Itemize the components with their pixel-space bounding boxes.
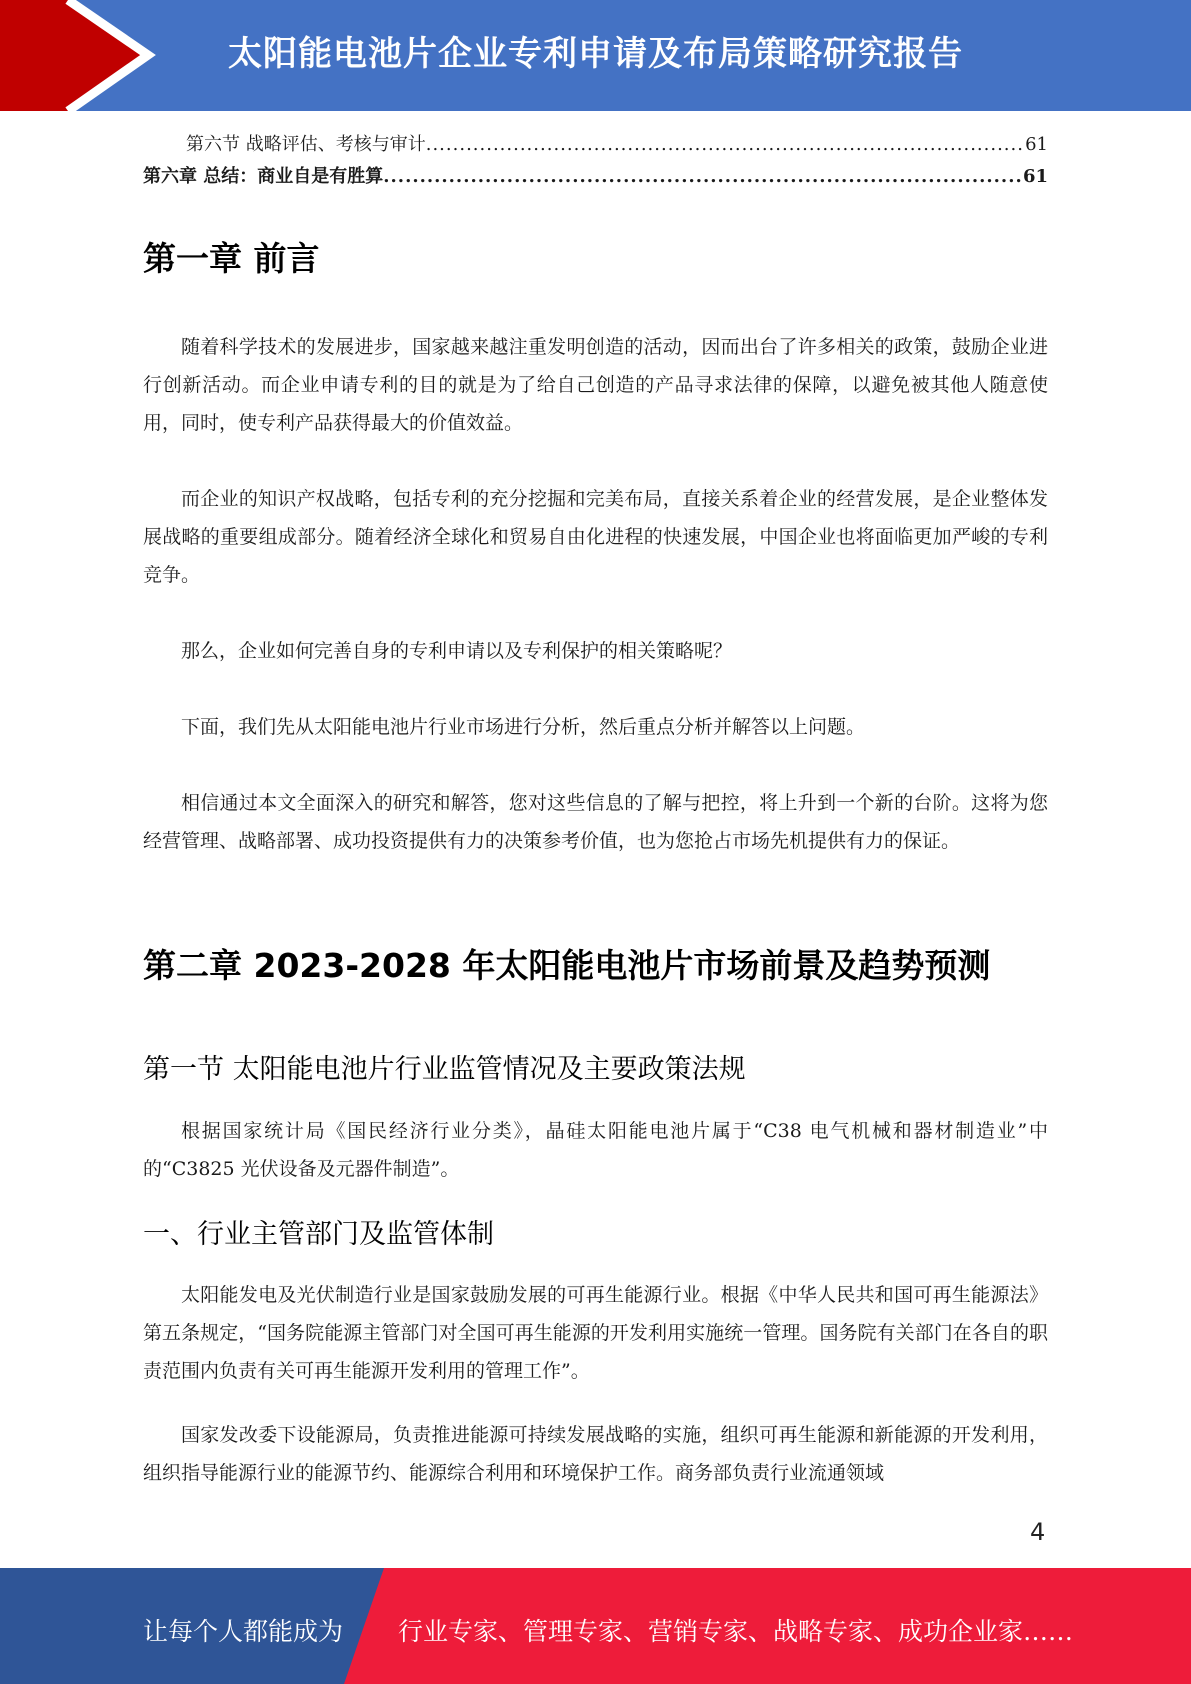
chapter2-heading: 第二章 2023-2028 年太阳能电池片市场前景及趋势预测 xyxy=(143,946,991,985)
footer-banner xyxy=(0,1568,1191,1684)
chapter1-paragraph-2: 而企业的知识产权战略，包括专利的充分挖掘和完美布局，直接关系着企业的经营发展，是企业整体发展战略的重要组成部分。随着经济全球化和贸易自由化进程的快速发展，中国企业也将面临更加严峻的专利竞争。 xyxy=(143,488,1048,586)
toc-entry-label: 第六章 总结：商业自是有胜算 xyxy=(143,166,384,187)
footer-slogan-left: 让每个人都能成为 xyxy=(143,1617,344,1646)
section1-heading: 第一节 太阳能电池片行业监管情况及主要政策法规 xyxy=(143,1054,746,1085)
subsection1-paragraph-2: 国家发改委下设能源局，负责推进能源可持续发展战略的实施，组织可再生能源和新能源的开发利用，组织指导能源行业的能源节约、能源综合利用和环境保护工作。商务部负责行业流通领域 xyxy=(143,1424,1048,1484)
chapter1-paragraph-4: 下面，我们先从太阳能电池片行业市场进行分析，然后重点分析并解答以上问题。 xyxy=(181,716,866,738)
subsection1-heading: 一、行业主管部门及监管体制 xyxy=(143,1219,494,1250)
section1-paragraph: 根据国家统计局《国民经济行业分类》，晶硅太阳能电池片属于“C38 电气机械和器材制造业”中的“C3825 光伏设备及元器件制造”。 xyxy=(143,1120,1048,1180)
page-number: 4 xyxy=(1030,1518,1046,1546)
chapter1-paragraph-3: 那么，企业如何完善自身的专利申请以及专利保护的相关策略呢？ xyxy=(181,640,733,662)
toc-entry-label: 第六节 战略评估、考核与审计 xyxy=(186,134,426,155)
toc-leader-dots xyxy=(383,166,1023,187)
toc-page-number: 61 xyxy=(1025,134,1048,155)
header-red-chevron xyxy=(0,0,148,111)
chapter1-paragraph-1: 随着科学技术的发展进步，国家越来越注重发明创造的活动，因而出台了许多相关的政策，鼓励企业进行创新活动。而企业申请专利的目的就是为了给自己创造的产品寻求法律的保障，以避免被其他人随意使用，同时，使专利产品获得最大的价值效益。 xyxy=(143,336,1048,434)
footer-slogan-right: 行业专家、管理专家、营销专家、战略专家、成功企业家…… xyxy=(398,1617,1074,1646)
report-title: 太阳能电池片企业专利申请及布局策略研究报告 xyxy=(228,34,963,74)
toc-entry-section6[interactable] xyxy=(186,130,1048,156)
chapter1-heading: 第一章 前言 xyxy=(143,239,320,278)
toc-entry-chapter6[interactable] xyxy=(143,162,1048,188)
header-banner xyxy=(0,0,1191,111)
toc-page-number: 61 xyxy=(1022,166,1048,187)
chapter1-paragraph-5: 相信通过本文全面深入的研究和解答，您对这些信息的了解与把控，将上升到一个新的台阶。这将为您经营管理、战略部署、成功投资提供有力的决策参考价值，也为您抢占市场先机提供有力的保证。 xyxy=(143,792,1048,852)
toc-leader-dots xyxy=(426,134,1025,155)
subsection1-paragraph-1: 太阳能发电及光伏制造行业是国家鼓励发展的可再生能源行业。根据《中华人民共和国可再生能源法》第五条规定，“国务院能源主管部门对全国可再生能源的开发利用实施统一管理。国务院有关部门在各自的职责范围内负责有关可再生能源开发利用的管理工作”。 xyxy=(143,1284,1048,1382)
